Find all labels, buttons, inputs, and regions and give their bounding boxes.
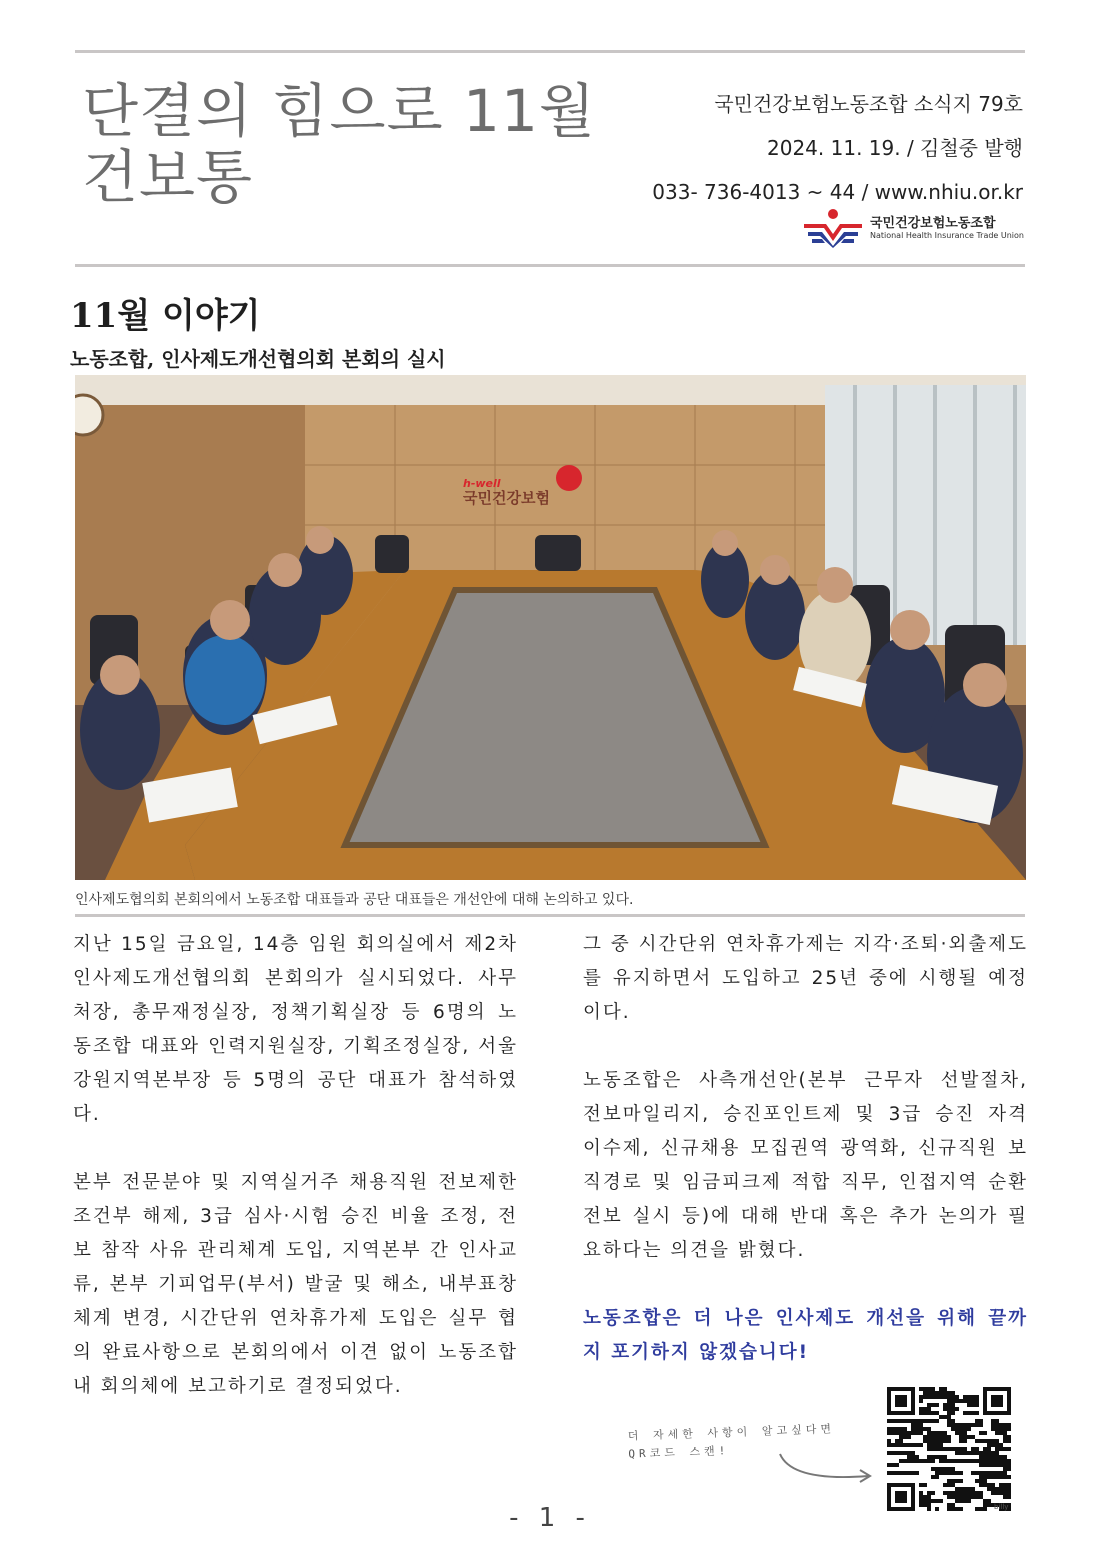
logo-english-name: National Health Insurance Trade Union	[869, 230, 1024, 240]
qr-hint-line-2: QR코드 스캔!	[628, 1444, 730, 1461]
page-number: - 1 -	[509, 1503, 591, 1533]
date-publisher: 2024. 11. 19. / 김철중 발행	[767, 136, 1023, 160]
article-right-column	[583, 928, 1028, 1404]
section-title: 11월 이야기	[70, 296, 261, 336]
right-paragraph-2: 노동조합은 사측개선안(본부 근무자 선발절차, 전보마일리지, 승진포인트제 및 3급 승진 자격 이수제, 신규채용 모집권역 광역화, 신규직원 보직경로 및 임금피크제 적합 직무, 인접지역 순환전보 실시 등)에 대해 반대 혹은 추가 논의가 필요하다는 의견을 밝혔다.	[583, 1070, 1028, 1261]
logo-korean-name: 국민건강보험노동조합	[869, 215, 996, 231]
article-left-column	[73, 928, 518, 1438]
sign-brand-text: h-well	[463, 477, 501, 490]
left-paragraph-1: 지난 15일 금요일, 14층 임원 회의실에서 제2차 인사제도개선협의회 본회의가 실시되었다. 사무처장, 총무재정실장, 정책기획실장 등 6명의 노동조합 대표와 인력지원실장, 기획조정실장, 서울강원지역본부장 등 5명의 공단 대표가 참석하였다.	[73, 934, 518, 1125]
union-logo	[802, 208, 1024, 248]
arrow-icon	[772, 1448, 882, 1488]
issue-info	[652, 82, 1023, 214]
title-line-1: 단결의 힘으로 11월	[82, 77, 596, 145]
newsletter-title	[82, 78, 596, 210]
qr-hint-line-1: 더 자세한 사항이 알고싶다면	[627, 1422, 836, 1443]
caption-rule	[75, 914, 1025, 917]
sign-name-text: 국민건강보험	[463, 489, 550, 507]
photo-caption: 인사제도협의회 본회의에서 노동조합 대표들과 공단 대표들은 개선안에 대해 논의하고 있다.	[75, 892, 634, 908]
header-bottom-rule	[75, 264, 1025, 267]
closing-statement: 노동조합은 더 나은 인사제도 개선을 위해 끝까지 포기하지 않겠습니다!	[583, 1308, 1028, 1363]
title-line-2: 건보통	[82, 143, 254, 211]
union-emblem-icon	[802, 208, 864, 248]
newsletter-name: 국민건강보험노동조합 소식지 79호	[714, 92, 1023, 116]
meeting-photo	[75, 375, 1026, 880]
top-rule	[75, 50, 1025, 53]
article-subtitle: 노동조합, 인사제도개선협의회 본회의 실시	[70, 347, 446, 371]
right-paragraph-1: 그 중 시간단위 연차휴가제는 지각·조퇴·외출제도를 유지하면서 도입하고 25년 중에 시행될 예정이다.	[583, 934, 1028, 1023]
qr-code[interactable]	[887, 1387, 1011, 1511]
meeting-room-illustration	[75, 375, 1026, 880]
left-paragraph-2: 본부 전문분야 및 지역실거주 채용직원 전보제한 조건부 해제, 3급 심사·시험 승진 비율 조정, 전보 참작 사유 관리체계 도입, 지역본부 간 인사교류, 본부 기피업무(부서) 발굴 및 해소, 내부표창 체계 변경, 시간단위 연차휴가제 도입은 실무 협의 완료사항으로 본회의에서 이견 없이 노동조합 내 회의체에 보고하기로 결정되었다.	[73, 1172, 518, 1397]
signature-billy: billy	[994, 1503, 1009, 1511]
contact-info: 033- 736-4013 ~ 44 / www.nhiu.or.kr	[652, 180, 1023, 204]
